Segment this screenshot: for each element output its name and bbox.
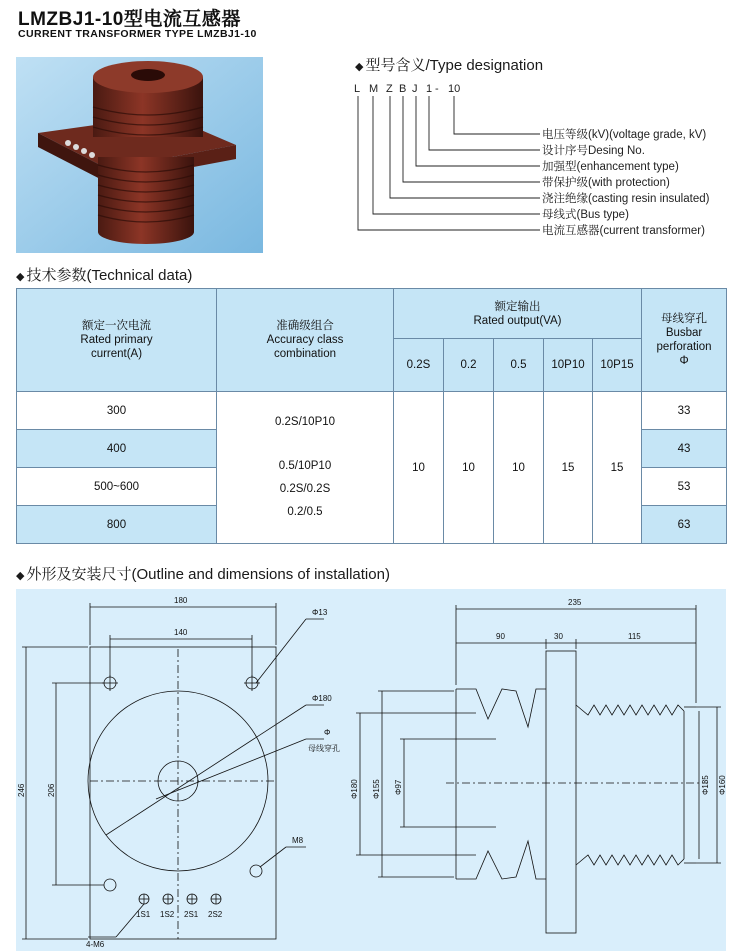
product-photo bbox=[16, 57, 263, 253]
type-code-diagram bbox=[340, 78, 740, 242]
code-letter: J bbox=[412, 83, 418, 95]
dim-4-m6: 4-M6 bbox=[86, 940, 105, 949]
header-accuracy-class: 准确级组合 Accuracy class combination bbox=[217, 289, 394, 392]
terminal-label: 1S2 bbox=[160, 910, 175, 919]
busbar-cell: 33 bbox=[642, 392, 727, 430]
dim-140: 140 bbox=[174, 628, 188, 637]
busbar-cell: 53 bbox=[642, 468, 727, 506]
designation-item: 带保护级(with protection) bbox=[542, 177, 670, 189]
designation-item: 电压等级(kV)(voltage grade, kV) bbox=[542, 129, 707, 141]
code-letter: 10 bbox=[448, 83, 461, 95]
dim-246: 246 bbox=[17, 783, 26, 797]
header-rated-output: 额定输出 Rated output(VA) bbox=[394, 289, 642, 339]
output-class: 10P15 bbox=[593, 339, 642, 392]
busbar-cell: 63 bbox=[642, 506, 727, 544]
current-cell: 800 bbox=[17, 506, 217, 544]
page-subtitle: CURRENT TRANSFORMER TYPE LMZBJ1-10 bbox=[18, 28, 257, 40]
dim-206: 206 bbox=[47, 783, 56, 797]
output-value: 15 bbox=[544, 392, 593, 544]
dim-phi: Φ bbox=[324, 728, 331, 737]
dim-phi155: Φ155 bbox=[372, 779, 381, 799]
code-letter: B bbox=[399, 83, 407, 95]
designation-item: 设计序号Desing No. bbox=[542, 145, 645, 157]
code-letter: M bbox=[369, 83, 379, 95]
output-value: 15 bbox=[593, 392, 642, 544]
type-designation-heading: ◆ 型号含义/Type designation bbox=[355, 57, 544, 74]
dim-phi97: Φ97 bbox=[394, 779, 403, 795]
code-letter: Z bbox=[386, 83, 393, 95]
dim-90: 90 bbox=[496, 632, 505, 641]
output-class: 10P10 bbox=[544, 339, 593, 392]
designation-item: 电流互感器(current transformer) bbox=[542, 225, 705, 237]
dim-115: 115 bbox=[628, 632, 641, 641]
dim-30: 30 bbox=[554, 632, 563, 641]
header-rated-current: 额定一次电流 Rated primary current(A) bbox=[17, 289, 217, 392]
code-letter: 1 bbox=[426, 83, 433, 95]
busbar-cell: 43 bbox=[642, 430, 727, 468]
dim-phi160: Φ160 bbox=[718, 775, 727, 795]
technical-data-heading: ◆ 技术参数(Technical data) bbox=[16, 267, 193, 284]
current-cell: 400 bbox=[17, 430, 217, 468]
output-value: 10 bbox=[394, 392, 444, 544]
current-cell: 300 bbox=[17, 392, 217, 430]
dim-phi180: Φ180 bbox=[312, 694, 332, 703]
dim-phi135: Φ135 bbox=[701, 775, 710, 795]
accuracy-cell: 0.2S/10P10 0.5/10P10 0.2S/0.2S 0.2/0.5 bbox=[217, 392, 394, 544]
side-ribs bbox=[576, 705, 696, 865]
code-letter: - bbox=[435, 83, 439, 95]
terminal-label: 2S1 bbox=[184, 910, 199, 919]
side-flange bbox=[546, 651, 576, 933]
output-class: 0.2S bbox=[394, 339, 444, 392]
dim-m8: M8 bbox=[292, 836, 304, 845]
dim-235: 235 bbox=[568, 598, 582, 607]
dim-180: 180 bbox=[174, 596, 188, 605]
output-value: 10 bbox=[494, 392, 544, 544]
busbar-hole-label: 母线穿孔 bbox=[308, 744, 340, 753]
designation-item: 加强型(enhancement type) bbox=[542, 161, 679, 173]
header-busbar: 母线穿孔 Busbar perforation Φ bbox=[642, 289, 727, 392]
designation-item: 母线式(Bus type) bbox=[542, 209, 629, 221]
outline-heading: ◆ 外形及安装尺寸(Outline and dimensions of installation) bbox=[16, 566, 390, 583]
page-title: LMZBJ1-10型电流互感器 bbox=[18, 9, 241, 30]
technical-data-table bbox=[16, 288, 727, 544]
output-class: 0.5 bbox=[494, 339, 544, 392]
current-cell: 500~600 bbox=[17, 468, 217, 506]
output-class: 0.2 bbox=[444, 339, 494, 392]
designation-item: 浇注绝缘(casting resin insulated) bbox=[542, 193, 710, 205]
terminal-label: 2S2 bbox=[208, 910, 223, 919]
dim-phi13: Φ13 bbox=[312, 608, 328, 617]
code-letter: L bbox=[354, 83, 361, 95]
dim-side-phi180: Φ180 bbox=[350, 779, 359, 799]
outline-drawing bbox=[16, 589, 726, 951]
output-value: 10 bbox=[444, 392, 494, 544]
terminal-label: 1S1 bbox=[136, 910, 151, 919]
